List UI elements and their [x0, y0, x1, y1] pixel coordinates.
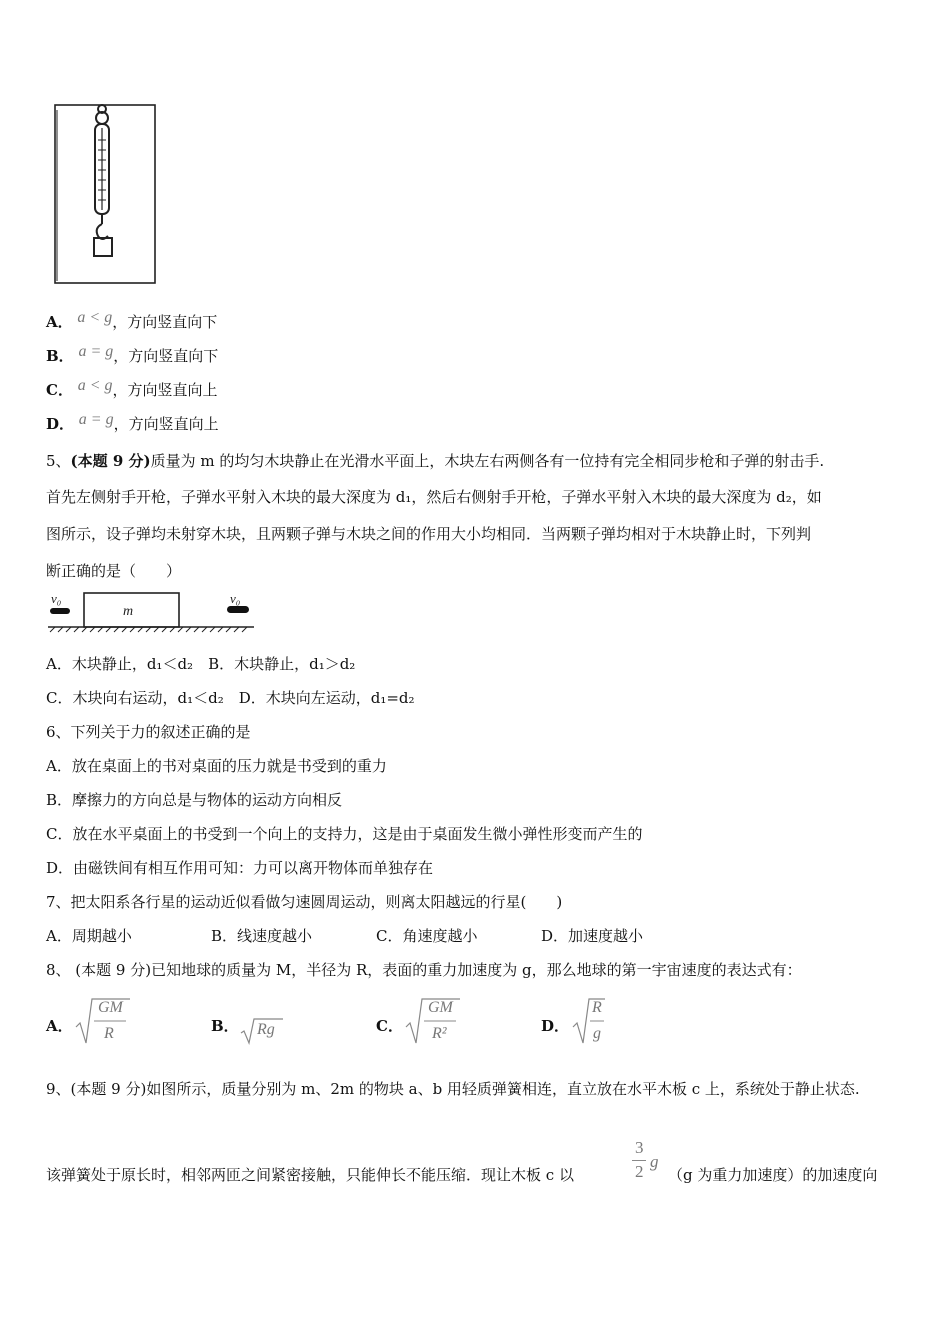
formula: a = g — [78, 411, 114, 428]
score-tag: (本题 9 分) — [70, 452, 151, 470]
formula: a < g — [77, 309, 113, 326]
q6-option-d: D．由磁铁间有相互作用可知：力可以离开物体而单独存在 — [46, 859, 434, 877]
q7-option-b: B．线速度越小 — [211, 927, 313, 945]
option-text: ，方向竖直向上 — [113, 415, 219, 433]
q5-line3: 图所示，设子弹均未射穿木块，且两颗子弹与木块之间的作用大小均相同．当两颗子弹均相对于木块静止时，下列判 — [46, 525, 812, 543]
block-bullets-figure — [46, 590, 256, 634]
option-label: A． — [46, 313, 73, 331]
q4-option-a — [46, 311, 217, 332]
q6-stem: 6、下列关于力的叙述正确的是 — [46, 723, 251, 741]
option-label: D． — [541, 1017, 570, 1035]
q7-option-d: D．加速度越小 — [541, 927, 644, 945]
formula: a = g — [78, 343, 114, 360]
option-text: ，方向竖直向上 — [112, 381, 218, 399]
q6-option-c: C．放在水平桌面上的书受到一个向上的支持力，这是由于桌面发生微小弹性形变而产生的 — [46, 825, 643, 843]
fraction-denominator: 2 — [635, 1162, 644, 1181]
q7-option-c: C．角速度越小 — [376, 927, 478, 945]
q5-options-row2: C．木块向右运动，d₁＜d₂ D．木块向左运动，d₁=d₂ — [46, 689, 415, 707]
q5-line1 — [46, 450, 824, 471]
q5-line4: 断正确的是（ ） — [46, 562, 182, 580]
option-label: C． — [46, 381, 73, 399]
block-mass-label: m — [123, 604, 134, 619]
question-text: 质量为 m 的均匀木块静止在光滑水平面上，木块左右两侧各有一位持有完全相同步枪和子弹的射击手. — [150, 452, 825, 470]
numerator: R — [592, 999, 602, 1016]
q5-line2: 首先左侧射手开枪，子弹水平射入木块的最大深度为 d₁，然后右侧射手开枪，子弹水平射入木块的最大深度为 d₂，如 — [46, 488, 822, 506]
q8-stem: 8、 (本题 9 分)已知地球的质量为 M，半径为 R，表面的重力加速度为 g，那么地球的第一宇宙速度的表达式有： — [46, 961, 802, 979]
option-text: ，方向竖直向下 — [113, 347, 219, 365]
radicand: Rg — [257, 1021, 275, 1038]
right-bullet — [227, 606, 249, 613]
denominator: R — [104, 1025, 114, 1042]
q9-line2 — [46, 1138, 926, 1188]
q9-line2-text-b: （g 为重力加速度）的加速度向 — [668, 1166, 878, 1184]
left-velocity-label: v₀ — [51, 591, 62, 606]
left-bullet — [50, 608, 70, 614]
spring-scale-figure — [52, 100, 158, 288]
q4-option-c — [46, 379, 218, 400]
fraction-variable: g — [650, 1152, 659, 1171]
q5-options-row1: A．木块静止，d₁＜d₂ B．木块静止，d₁＞d₂ — [46, 655, 356, 673]
right-velocity-label: v₀ — [230, 591, 241, 606]
q9-line2-text-a: 该弹簧处于原长时，相邻两匝之间紧密接触，只能伸长不能压缩．现让木板 c 以 — [46, 1166, 574, 1184]
q7-stem: 7、把太阳系各行星的运动近似看做匀速圆周运动，则离太阳越远的行星( ) — [46, 893, 563, 911]
option-label: B． — [46, 347, 74, 365]
fraction-numerator: 3 — [635, 1138, 644, 1157]
formula: a < g — [77, 377, 113, 394]
q7-option-a: A．周期越小 — [46, 927, 132, 945]
option-label: D． — [46, 415, 75, 433]
numerator: GM — [428, 999, 453, 1016]
numerator: GM — [98, 999, 123, 1016]
denominator: g — [593, 1025, 601, 1042]
option-text: ，方向竖直向下 — [112, 313, 218, 331]
q4-option-b — [46, 345, 218, 366]
q6-option-a: A．放在桌面上的书对桌面的压力就是书受到的重力 — [46, 757, 387, 775]
question-number: 5、 — [46, 452, 71, 470]
q9-line1: 9、(本题 9 分)如图所示，质量分别为 m、2m 的物块 a、b 用轻质弹簧相连，直立放在水平木板 c 上，系统处于静止状态. — [46, 1080, 860, 1098]
option-label: C． — [376, 1017, 403, 1035]
q6-option-b: B．摩擦力的方向总是与物体的运动方向相反 — [46, 791, 343, 809]
option-label: B． — [211, 1017, 239, 1035]
fraction-bar — [632, 1160, 646, 1161]
denominator: R² — [432, 1025, 447, 1042]
q4-option-d — [46, 413, 219, 434]
option-label: A． — [46, 1017, 73, 1035]
